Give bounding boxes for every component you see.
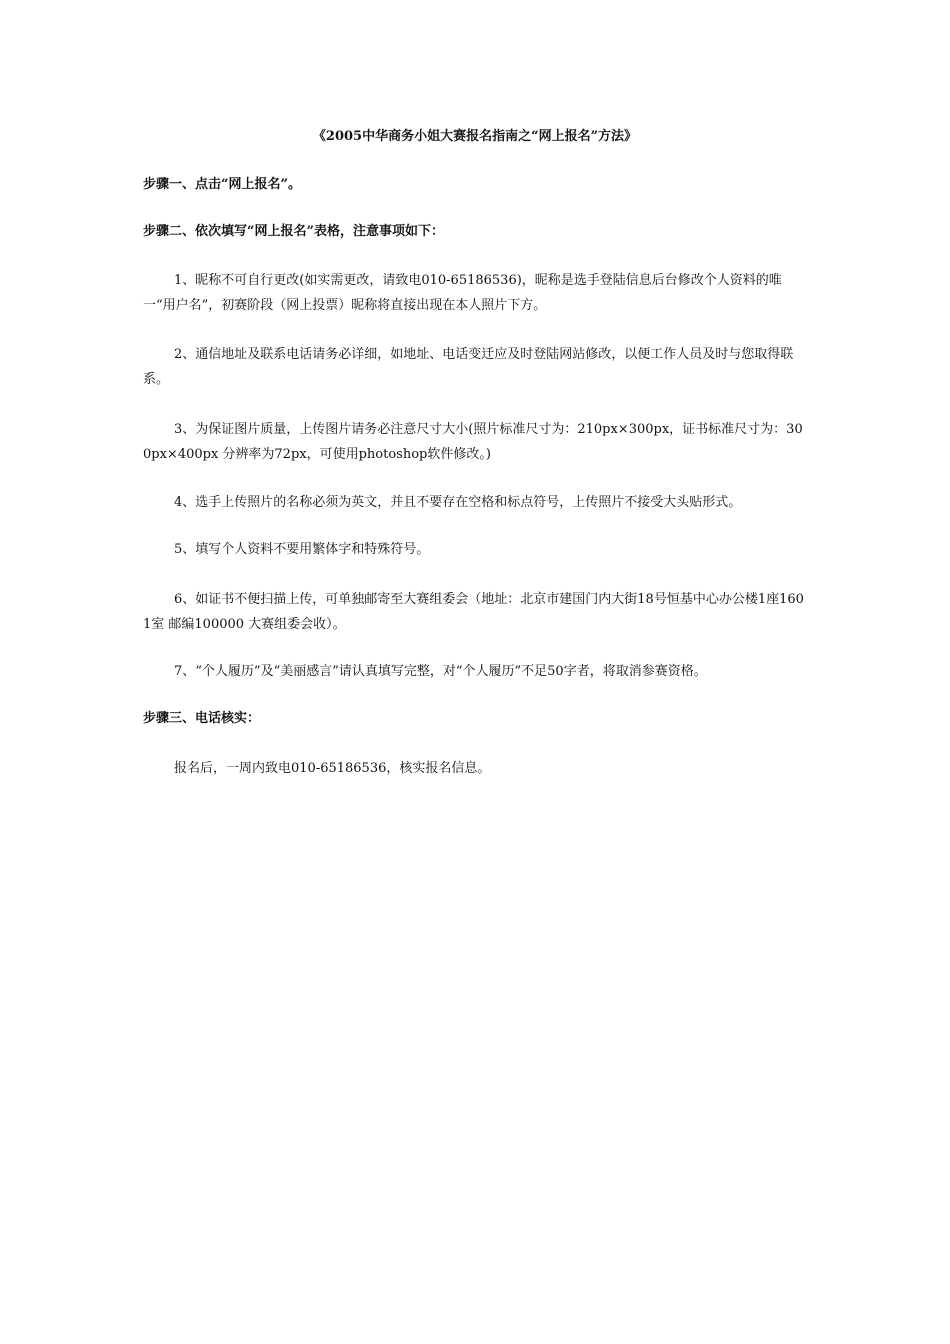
step-two-heading: 步骤二、依次填写“网上报名”表格，注意事项如下： xyxy=(143,224,444,239)
note-4: 4、选手上传照片的名称必须为英文，并且不要存在空格和标点符号，上传照片不接受大头贴形式。 xyxy=(174,495,742,510)
note-7: 7、“个人履历”及“美丽感言”请认真填写完整，对“个人履历”不足50字者，将取消参赛资格。 xyxy=(174,664,707,679)
verify-instruction: 报名后，一周内致电010-65186536，核实报名信息。 xyxy=(174,761,491,776)
note-5: 5、填写个人资料不要用繁体字和特殊符号。 xyxy=(174,542,430,557)
note-3: 3、为保证图片质量，上传图片请务必注意尺寸大小(照片标准尺寸为：210px×300px，证书标准尺寸为：300px×400px 分辨率为72px，可使用photoshop软件修改。) xyxy=(143,422,803,462)
note-2: 2、通信地址及联系电话请务必详细，如地址、电话变迁应及时登陆网站修改，以便工作人员及时与您取得联系。 xyxy=(143,347,794,387)
document-title: 《2005中华商务小姐大赛报名指南之“网上报名”方法》 xyxy=(312,129,638,144)
step-one-heading: 步骤一、点击“网上报名”。 xyxy=(143,177,301,192)
step-three-heading: 步骤三、电话核实： xyxy=(143,711,261,726)
note-1: 1、昵称不可自行更改(如实需更改，请致电010-65186536)，昵称是选手登陆信息后台修改个人资料的唯一“用户名”，初赛阶段（网上投票）昵称将直接出现在本人照片下方。 xyxy=(143,273,782,313)
note-6: 6、如证书不便扫描上传，可单独邮寄至大赛组委会（地址：北京市建国门内大街18号恒基中心办公楼1座1601室 邮编100000 大赛组委会收）。 xyxy=(143,592,804,632)
